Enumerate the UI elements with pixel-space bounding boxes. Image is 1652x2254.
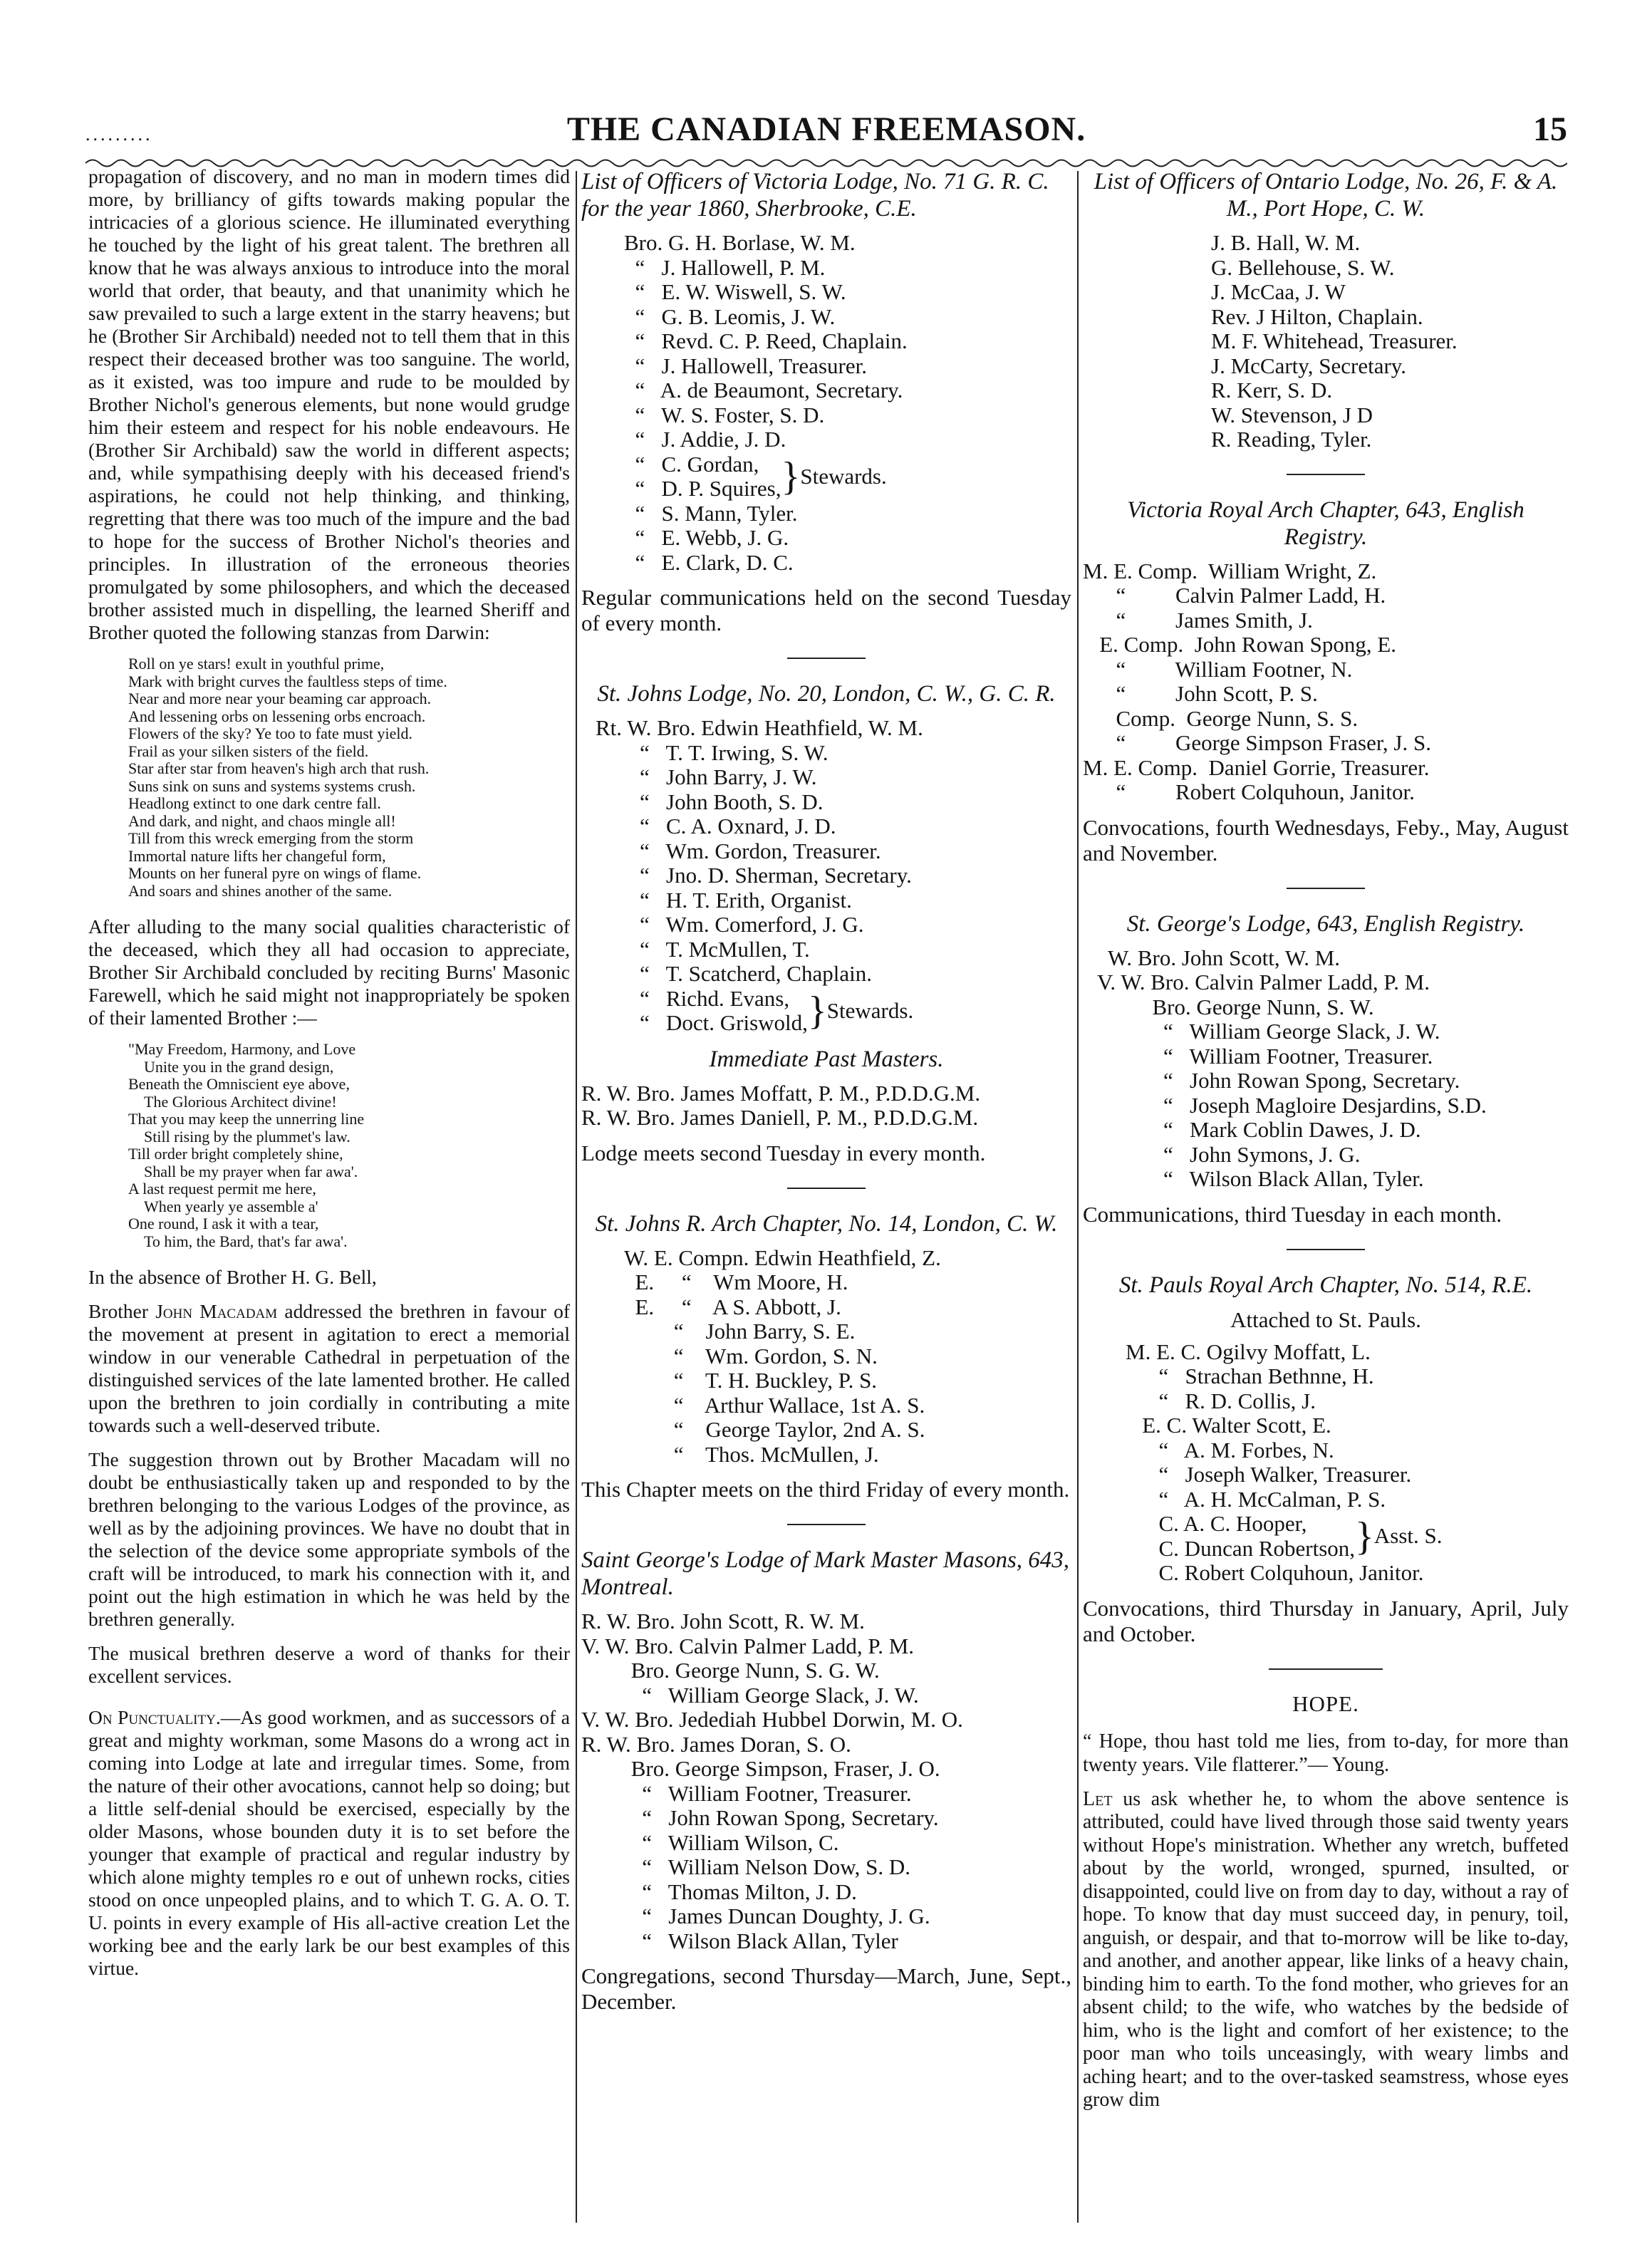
list-item: “ Mark Coblin Dawes, J. D. — [1097, 1117, 1421, 1142]
poem-line: A last request permit me here, — [128, 1180, 316, 1198]
ipm-title: Immediate Past Masters. — [709, 1046, 944, 1072]
hope-lead: Let — [1083, 1787, 1113, 1810]
poem-line: Shall be my prayer when far awa'. — [144, 1162, 358, 1180]
list-item: “ William George Slack, J. W. — [1097, 1019, 1440, 1044]
section-divider — [787, 658, 866, 659]
poem-line: Roll on ye stars! exult in youthful prime, — [128, 655, 385, 672]
list-item: “ William George Slack, J. W. — [581, 1682, 919, 1708]
stjohns-ra-title: St. Johns R. Arch Chapter, No. 14, London, C. W. — [595, 1210, 1058, 1237]
list-item: M. E. C. Ogilvy Moffatt, L. — [1126, 1339, 1371, 1364]
list-item: “ James Duncan Doughty, J. G. — [581, 1904, 930, 1928]
list-item: M. E. Comp. William Wright, Z. — [1083, 558, 1377, 583]
section-divider — [1287, 1249, 1365, 1250]
list-item: R. W. Bro. James Daniell, P. M., P.D.D.G.M. — [581, 1105, 979, 1130]
list-item: “ W. S. Foster, S. D. — [624, 402, 825, 427]
victoria-ra-officers — [1083, 559, 1569, 805]
stgeorge-note: Communications, third Tuesday in each month. — [1083, 1201, 1502, 1227]
list-item: “ J. Hallowell, P. M. — [624, 254, 826, 280]
list-item: “ A. H. McCalman, P. S. — [1126, 1486, 1386, 1512]
list-item: “ John Rowan Spong, Secretary. — [1097, 1068, 1460, 1093]
list-item: “ Wm. Comerford, J. G. — [596, 912, 864, 937]
list-item: W. Stevenson, J D — [1211, 402, 1373, 427]
list-item: “ D. P. Squires, — [624, 476, 781, 501]
list-item: “ E. Clark, D. C. — [624, 549, 794, 575]
poem-line: Near and more near your beaming car approach. — [128, 690, 432, 707]
list-item: R. W. Bro. John Scott, R. W. M. — [581, 1609, 865, 1634]
list-item: “ H. T. Erith, Organist. — [596, 887, 852, 913]
list-item: E. Comp. John Rowan Spong, E. — [1083, 632, 1397, 657]
list-item: “ Thos. McMullen, J. — [624, 1441, 879, 1467]
article-paragraph: The suggestion thrown out by Brother Macadam will no doubt be enthusiastically taken up and responded to by the brethren belonging to the various Lodges of the province, as well as by the adjoining provinces. We have no doubt that in the selection of the device some appropriate symbols of the craft will be introduced, to mark his connection with it, and point out the high estimation in which he was held by the brethren generally. — [88, 1448, 570, 1630]
list-item: C. Robert Colquhoun, Janitor. — [1126, 1560, 1424, 1585]
article-paragraph — [88, 1300, 570, 1437]
section-divider — [1269, 1668, 1383, 1670]
poem-line: To him, the Bard, that's far awa'. — [144, 1232, 348, 1250]
list-item: “ T. Scatcherd, Chaplain. — [596, 961, 872, 986]
list-item: “ John Booth, S. D. — [596, 789, 824, 814]
list-item: M. E. Comp. Daniel Gorrie, Treasurer. — [1083, 754, 1430, 780]
column-3 — [1083, 165, 1569, 2224]
list-item: V. W. Bro. Calvin Palmer Ladd, P. M. — [1097, 970, 1430, 994]
punctuality-paragraph — [88, 1706, 570, 1980]
para-rest: addressed the brethren in favour of the movement at present in agitation to erect a memorial window in our venerable Cathedral in perpetuation of the distinguished services of the late lamented brother. He called upon the brethren to join cordially in contributing a mite towards such a well-deserved tribute. — [88, 1300, 570, 1436]
stjohns-lodge-title: St. Johns Lodge, No. 20, London, C. W., G. C. R. — [597, 681, 1056, 707]
article-paragraph: After alluding to the many social qualities characteristic of the deceased, which they all had occasion to appreciate, Brother Sir Archibald concluded by reciting Burns' Masonic Farewell, which he said might not inappropriately be spoken of their lamented Brother :— — [88, 915, 570, 1029]
poem-line: And soars and shines another of the same. — [128, 881, 393, 900]
list-item: “ William Footner, Treasurer. — [1097, 1043, 1433, 1069]
column-rule-2 — [1077, 171, 1079, 2223]
list-item: J. McCaa, J. W — [1211, 279, 1346, 304]
stjohns-lodge-officers — [581, 716, 1071, 1036]
list-item: J. B. Hall, W. M. — [1211, 230, 1361, 255]
list-item: R. W. Bro. James Moffatt, P. M., P.D.D.G.M. — [581, 1080, 981, 1106]
list-item: “ E. W. Wiswell, S. W. — [624, 279, 846, 304]
list-item: “ William Footner, Treasurer. — [581, 1780, 912, 1806]
list-item: R. Kerr, S. D. — [1211, 378, 1333, 402]
poem-line: Still rising by the plummet's law. — [144, 1127, 350, 1146]
list-item: “ E. Webb, J. G. — [624, 525, 789, 550]
para-lead: Brother — [88, 1300, 156, 1322]
list-item: “ T. H. Buckley, P. S. — [624, 1368, 878, 1393]
list-item: Bro. George Nunn, S. W. — [1097, 994, 1374, 1019]
list-item: “ Robert Colquhoun, Janitor. — [1083, 779, 1415, 804]
list-item: “ T. T. Irwing, S. W. — [596, 739, 828, 765]
section-divider — [787, 1524, 866, 1525]
list-item: “ Arthur Wallace, 1st A. S. — [624, 1392, 925, 1418]
list-item: “ Wilson Black Allan, Tyler — [581, 1928, 898, 1953]
mark-lodge-note: Congregations, second Thursday—March, June, Sept., December. — [581, 1963, 1071, 2014]
list-item: “ Wilson Black Allan, Tyler. — [1097, 1166, 1424, 1191]
poem-line: And dark, and night, and chaos mingle all! — [128, 811, 396, 830]
poem-line: When yearly ye assemble a' — [144, 1197, 318, 1215]
stjohns-note: Lodge meets second Tuesday in every month. — [581, 1140, 986, 1165]
list-item: “ J. Hallowell, Treasurer. — [624, 353, 867, 378]
list-item: “ T. McMullen, T. — [596, 936, 810, 962]
section-divider — [1287, 474, 1365, 475]
list-item: “ C. A. Oxnard, J. D. — [596, 814, 836, 838]
poem-line: Suns sink on suns and systems systems crush. — [128, 777, 416, 795]
stjohns-ra-officers — [581, 1246, 1071, 1468]
list-item: “ John Barry, J. W. — [596, 764, 817, 789]
stewards-group: “ C. Gordan, “ D. P. Squires, } Stewards. — [624, 451, 887, 501]
list-item: E. C. Walter Scott, E. — [1126, 1413, 1331, 1438]
list-item: M. F. Whitehead, Treasurer. — [1211, 328, 1458, 353]
poem-line: Immortal nature lifts her changeful form, — [128, 846, 386, 865]
list-item: “ A. de Beaumont, Secretary. — [624, 378, 903, 402]
victoria-lodge-title: List of Officers of Victoria Lodge, No. 71 G. R. C. for the year 1860, Sherbrooke, C.E. — [581, 169, 1049, 222]
victoria-ra-note: Convocations, fourth Wednesdays, Feby., May, August and November. — [1083, 814, 1569, 866]
list-item: “ John Rowan Spong, Secretary. — [581, 1805, 939, 1830]
poem-line: Star after star from heaven's high arch that rush. — [128, 759, 430, 777]
stpauls-note: Convocations, third Thursday in January, April, July and October. — [1083, 1595, 1569, 1646]
list-item: “ S. Mann, Tyler. — [624, 500, 798, 526]
punctuality-heading: On Punctuality. — [88, 1706, 221, 1728]
list-item: “ Joseph Walker, Treasurer. — [1126, 1462, 1412, 1487]
list-item: W. E. Compn. Edwin Heathfield, Z. — [624, 1245, 941, 1270]
poem-line: Unite you in the grand design, — [144, 1057, 334, 1076]
darwin-poem — [128, 655, 570, 900]
list-item: “ Joseph Magloire Desjardins, S.D. — [1097, 1092, 1487, 1118]
poem-line: Headlong extinct to one dark centre fall. — [128, 794, 381, 812]
list-item: “ Jno. D. Sherman, Secretary. — [596, 863, 912, 888]
stpauls-officers — [1083, 1340, 1569, 1586]
column-1 — [88, 165, 570, 2224]
list-item: “ Calvin Palmer Ladd, H. — [1083, 583, 1386, 608]
list-item: V. W. Bro. Calvin Palmer Ladd, P. M. — [581, 1633, 915, 1658]
masthead-title: THE CANADIAN FREEMASON. — [566, 110, 1086, 148]
stgeorge-lodge-officers — [1083, 946, 1569, 1192]
mark-lodge-officers — [581, 1609, 1071, 1953]
list-item: “ William Footner, N. — [1083, 656, 1353, 682]
poem-line: "May Freedom, Harmony, and Love — [128, 1040, 356, 1058]
hope-title: HOPE. — [1292, 1690, 1359, 1716]
list-item: “ G. B. Leomis, J. W. — [624, 303, 836, 329]
list-item: Rev. J Hilton, Chaplain. — [1211, 303, 1423, 329]
stpauls-title: St. Pauls Royal Arch Chapter, No. 514, R.E. — [1118, 1272, 1533, 1298]
stpauls-subtitle: Attached to St. Pauls. — [1230, 1307, 1421, 1332]
list-item: C. Duncan Robertson, — [1126, 1535, 1356, 1561]
poem-line: Frail as your silken sisters of the field. — [128, 742, 369, 760]
header-dots: ......... — [85, 124, 153, 145]
hope-body — [1083, 1788, 1569, 2112]
list-item: “ William Nelson Dow, S. D. — [581, 1854, 911, 1879]
asst-label: Asst. S. — [1373, 1523, 1443, 1549]
list-item: “ William Wilson, C. — [581, 1829, 839, 1855]
asst-group: C. A. C. Hooper, C. Duncan Robertson, } Asst. S. — [1126, 1511, 1443, 1561]
mark-lodge-title: Saint George's Lodge of Mark Master Masons, 643, Montreal. — [581, 1547, 1070, 1600]
poem-line: One round, I ask it with a tear, — [128, 1215, 319, 1232]
poem-line: Beneath the Omniscient eye above, — [128, 1075, 350, 1093]
list-item: Rt. W. Bro. Edwin Heathfield, W. M. — [596, 715, 923, 740]
stewards-label: Stewards. — [826, 997, 914, 1023]
punctuality-body: —As good workmen, and as successors of a great and mighty workman, some Masons do a wrong act in coming into Lodge at late and irregular times. Some, from the nature of their other avocations, cannot help so doing; but a little self-denial should be exercised, especially by the older Masons, whose bounden duty it is to set before the younger that example of practical and regular industry by which alone mighty temples ro e out of unhewn rocks, cities stood on once unpeopled plains, and to which T. G. A. O. T. U. points in every example of His all-active creation Let the working bee and the early lark be our best examples of this virtue. — [88, 1706, 570, 1979]
victoria-lodge-note: Regular communications held on the second Tuesday of every month. — [581, 585, 1071, 635]
section-divider — [787, 1188, 866, 1189]
list-item: “ A. M. Forbes, N. — [1126, 1437, 1334, 1463]
list-item: “ John Barry, S. E. — [624, 1319, 856, 1344]
list-item: R. W. Bro. James Doran, S. O. — [581, 1731, 851, 1757]
list-item: “ Revd. C. P. Reed, Chaplain. — [624, 328, 908, 353]
hope-epigraph: “ Hope, thou hast told me lies, from to-day, for more than twenty years. Vile flatterer.”— Young. — [1083, 1730, 1569, 1776]
list-item: Bro. George Nunn, S. G. W. — [581, 1658, 880, 1683]
article-paragraph: In the absence of Brother H. G. Bell, — [88, 1266, 377, 1288]
list-item: “ Wm. Gordon, Treasurer. — [596, 838, 881, 863]
ontario-lodge-title: List of Officers of Ontario Lodge, No. 26, F. & A. M., Port Hope, C. W. — [1093, 169, 1558, 222]
list-item: V. W. Bro. Jedediah Hubbel Dorwin, M. O. — [581, 1707, 963, 1732]
list-item: “ John Symons, J. G. — [1097, 1141, 1361, 1167]
stewards-label: Stewards. — [800, 463, 887, 489]
section-divider — [1287, 888, 1365, 889]
list-item: “ C. Gordan, — [624, 451, 759, 477]
list-item: “ George Taylor, 2nd A. S. — [624, 1417, 925, 1442]
hope-text: us ask whether he, to whom the above sentence is attributed, could have lived through those said twenty years without Hope's ministration. Whether any wretch, buffeted about by the world, wronged, spurned, insulted, or disappointed, could live on from day to day, without a ray of hope. To know that day must succeed day, in penury, toil, anguish, or despair, and that to-morrow will be like to-day, and another, and another appear, like links of a heavy chain, binding him to earth. To the fond mother, who grieves for an absent child; to the wife, who watches by the bedside of him, who is the light and comfort of her existence; to the poor man who toils unceasingly, with weary limbs and aching heart; and to the over-tasked seamstress, whose eyes grow dim — [1083, 1787, 1569, 2111]
burns-poem — [128, 1041, 570, 1250]
ontario-lodge-officers — [1083, 231, 1569, 452]
list-item: “ Richd. Evans, — [596, 985, 790, 1011]
list-item: “ James Smith, J. — [1083, 607, 1313, 633]
list-item: “ John Scott, P. S. — [1083, 681, 1318, 706]
poem-line: The Glorious Architect divine! — [144, 1092, 337, 1111]
ipm-list — [581, 1081, 1071, 1131]
list-item: Comp. George Nunn, S. S. — [1083, 705, 1359, 731]
list-item: G. Bellehouse, S. W. — [1211, 254, 1395, 280]
list-item: C. A. C. Hooper, — [1126, 1511, 1307, 1536]
list-item: W. Bro. John Scott, W. M. — [1097, 945, 1341, 970]
poem-line: And lessening orbs on lessening orbs encroach. — [128, 707, 426, 725]
poem-line: Till order bright completely shine, — [128, 1145, 343, 1163]
poem-line: Till from this wreck emerging from the storm — [128, 829, 414, 847]
page-header — [85, 108, 1567, 158]
list-item: “ Wm. Gordon, S. N. — [624, 1343, 878, 1368]
list-item: E. “ Wm Moore, H. — [624, 1269, 848, 1294]
list-item: “ Doct. Griswold, — [596, 1010, 808, 1035]
column-rule-1 — [576, 171, 577, 2223]
list-item: “ Strachan Bethnne, H. — [1126, 1364, 1374, 1388]
person-name: John Macadam — [155, 1300, 278, 1322]
poem-line: Mounts on her funeral pyre on wings of flame. — [128, 864, 422, 882]
poem-line: Flowers of the sky? Ye too to fate must yield. — [128, 724, 413, 742]
victoria-ra-title: Victoria Royal Arch Chapter, 643, English Registry. — [1127, 497, 1524, 550]
stewards-group: “ Richd. Evans, “ Doct. Griswold, } Stewards. — [596, 985, 914, 1035]
victoria-lodge-officers — [581, 231, 1071, 575]
list-item: Bro. G. H. Borlase, W. M. — [624, 230, 856, 255]
list-item: “ J. Addie, J. D. — [624, 427, 786, 452]
poem-line: Mark with bright curves the faultless steps of time. — [128, 672, 447, 690]
stgeorge-lodge-title: St. George's Lodge, 643, English Registry. — [1126, 910, 1525, 937]
article-paragraph: The musical brethren deserve a word of thanks for their excellent services. — [88, 1642, 570, 1687]
poem-line: That you may keep the unnerring line — [128, 1110, 365, 1128]
list-item: R. Reading, Tyler. — [1211, 427, 1372, 452]
article-paragraph: propagation of discovery, and no man in modern times did more, by brilliancy of gifts towards making popular the intricacies of a glorious science. He illuminated everything he touched by the light of his great talent. The brethren all know that he was always anxious to introduce into the moral world that order, that beauty, and that unanimity which he saw prevailed to such a large extent in the starry heavens; but he (Brother Sir Archibald) needed not to tell them that in this respect their deceased brother was too sanguine. The world, as it existed, was too impure and rude to be moulded by Brother Nichol's generous elements, but none would grudge him their esteem and respect for his noble endeavours. He (Brother Sir Archibald) saw the world in different aspects; and, while sympathising deeply with his deceased friend's aspirations, he could not help thinking, and thinking, regretting that there was too much of the impure and the bad to hope for the success of Brother Nichol's theories and principles. In illustration of the erroneous theories promulgated by some philosophers, and which the deceased brother assisted much in dispelling, the learned Sheriff and Brother quoted the following stanzas from Darwin: — [88, 165, 570, 643]
list-item: Bro. George Simpson, Fraser, J. O. — [581, 1756, 940, 1781]
list-item: E. “ A S. Abbott, J. — [624, 1294, 841, 1319]
list-item: “ R. D. Collis, J. — [1126, 1388, 1316, 1413]
stjohns-ra-note: This Chapter meets on the third Friday of every month. — [581, 1477, 1070, 1502]
list-item: “ George Simpson Fraser, J. S. — [1083, 730, 1431, 755]
column-2 — [581, 165, 1071, 2224]
page-number: 15 — [1533, 110, 1567, 148]
list-item: J. McCarty, Secretary. — [1211, 353, 1407, 378]
list-item: “ Thomas Milton, J. D. — [581, 1879, 857, 1904]
